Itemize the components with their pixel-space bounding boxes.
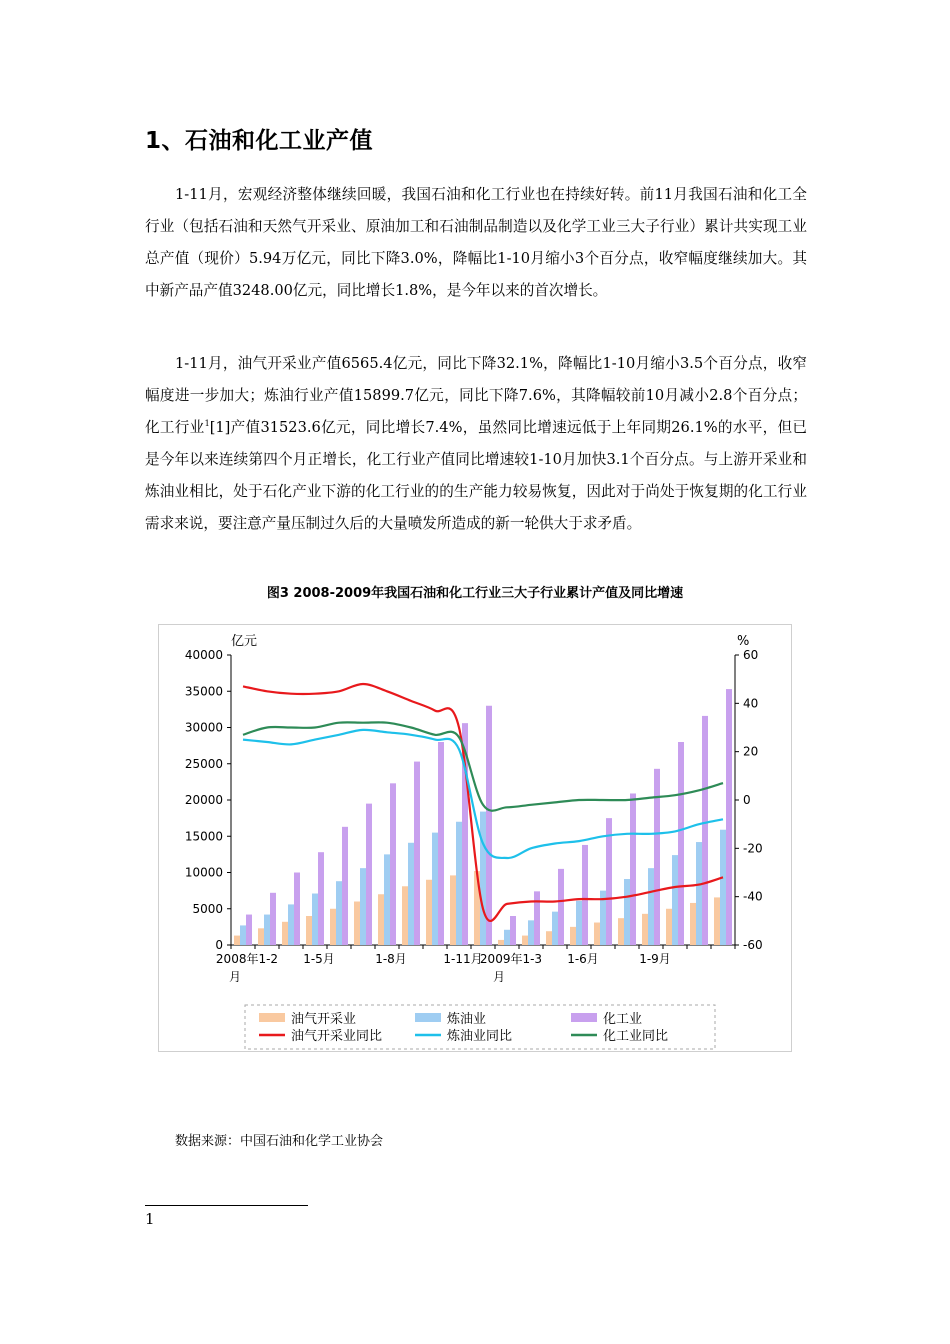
bar-1-9 — [456, 822, 462, 945]
bar-2-1 — [270, 893, 276, 945]
chart-frame — [158, 624, 792, 1052]
bar-0-20 — [714, 897, 720, 945]
bar-0-7 — [402, 886, 408, 945]
paragraph-subsectors — [145, 348, 807, 540]
bar-1-10 — [480, 812, 486, 945]
bar-2-8 — [438, 742, 444, 945]
bar-2-17 — [654, 769, 660, 945]
paragraph-overview: 1-11月，宏观经济整体继续回暖，我国石油和化工行业也在持续好转。前11月我国石油和化工全行业（包括石油和天然气开采业、原油加工和石油制品制造以及化学工业三大子行业）累计共实现工业总产值（现价）5.94万亿元，同比下降3.0%，降幅比1-10月缩小3个百分点，收窄幅度继续加大。其中新产品产值3248.00亿元，同比增长1.8%，是今年以来的首次增长。 — [145, 186, 807, 299]
legend-label-line-0: 油气开采业同比 — [291, 1029, 383, 1044]
bar-1-3 — [312, 894, 318, 945]
y2-tick-label: 0 — [743, 793, 751, 807]
bar-0-11 — [498, 940, 504, 945]
bar-2-13 — [558, 869, 564, 945]
x-tick-label: 1-11月 — [443, 952, 483, 966]
bar-1-2 — [288, 904, 294, 945]
legend-label-line-1: 炼油业同比 — [447, 1029, 513, 1044]
bar-1-7 — [408, 843, 414, 945]
bar-1-4 — [336, 881, 342, 945]
data-source-note: 数据来源：中国石油和化学工业协会 — [175, 1134, 384, 1149]
footnote-divider — [145, 1205, 308, 1206]
y-tick-label: 30000 — [184, 720, 223, 735]
legend-swatch-bar-2 — [571, 1013, 597, 1022]
legend-label-line-2: 化工业同比 — [603, 1029, 669, 1044]
bar-0-15 — [594, 923, 600, 945]
bar-0-18 — [666, 909, 672, 945]
x-tick-label: 1-5月 — [303, 952, 335, 966]
bar-2-12 — [534, 891, 540, 945]
line-series-2 — [243, 722, 723, 810]
x-tick-label: 1-6月 — [567, 952, 599, 966]
figure-caption: 图3 2008-2009年我国石油和化工行业三大子行业累计产值及同比增速 — [266, 586, 684, 601]
footnote-reference[interactable]: 1 — [204, 419, 210, 429]
footnote-number: 1 — [145, 1210, 155, 1228]
bar-2-0 — [246, 915, 252, 945]
bar-1-12 — [528, 920, 534, 945]
legend-label-bar-1: 炼油业 — [447, 1012, 487, 1027]
bar-1-0 — [240, 925, 246, 945]
bar-0-4 — [330, 909, 336, 945]
paragraph-subsectors-part-a: 1-11月，油气开采业产值6565.4亿元，同比下降32.1%，降幅比1-10月缩小3.5个百分点，收窄幅度进一步加大；炼油行业产值15899.7亿元，同比下降7.6%，其降幅较前10月减小2.8个百分点；化工行业 — [145, 355, 807, 436]
bar-0-9 — [450, 875, 456, 945]
y2-tick-label: 60 — [743, 648, 759, 662]
bar-0-3 — [306, 916, 312, 945]
x-tick-label: 2009年1-3 — [479, 952, 543, 966]
y2-tick-label: -40 — [743, 889, 763, 904]
y-tick-label: 0 — [215, 938, 223, 952]
bar-2-15 — [606, 818, 612, 945]
legend-label-bar-2: 化工业 — [603, 1012, 643, 1027]
bar-0-17 — [642, 914, 648, 945]
bar-2-16 — [630, 793, 636, 945]
y2-tick-label: 20 — [743, 744, 759, 759]
bar-2-18 — [678, 742, 684, 945]
legend-swatch-bar-0 — [259, 1013, 285, 1022]
y-tick-label: 40000 — [184, 648, 223, 662]
x-tick-label: 2008年1-2 — [215, 952, 279, 966]
bar-0-12 — [522, 936, 528, 945]
bar-0-8 — [426, 880, 432, 945]
bar-2-5 — [366, 804, 372, 945]
combo-chart — [159, 625, 791, 1051]
x-tick-label: 月 — [229, 970, 242, 984]
bar-1-5 — [360, 868, 366, 945]
legend-label-bar-0: 油气开采业 — [291, 1012, 357, 1027]
bar-2-14 — [582, 845, 588, 945]
y-tick-label: 35000 — [184, 684, 223, 699]
bar-2-3 — [318, 852, 324, 945]
bar-1-11 — [504, 930, 510, 945]
y-tick-label: 15000 — [184, 829, 223, 844]
y-tick-label: 5000 — [192, 901, 223, 916]
bar-1-13 — [552, 912, 558, 945]
x-tick-label: 1-9月 — [639, 952, 671, 966]
bar-2-20 — [726, 689, 732, 945]
bar-1-8 — [432, 833, 438, 945]
bar-0-0 — [234, 936, 240, 945]
bar-2-10 — [486, 706, 492, 945]
bar-1-16 — [624, 879, 630, 945]
chart-legend — [245, 1005, 715, 1049]
bar-1-14 — [576, 901, 582, 945]
bar-0-16 — [618, 918, 624, 945]
bar-2-19 — [702, 716, 708, 945]
bar-0-5 — [354, 902, 360, 946]
bar-1-19 — [696, 842, 702, 945]
y-tick-label: 10000 — [184, 865, 223, 880]
bar-0-2 — [282, 922, 288, 945]
bar-0-6 — [378, 894, 384, 945]
y-axis-unit-label: 亿元 — [231, 634, 258, 649]
bar-1-1 — [264, 915, 270, 945]
bar-1-6 — [384, 854, 390, 945]
bar-0-13 — [546, 931, 552, 945]
y2-axis-unit-label: % — [737, 634, 750, 649]
bar-0-19 — [690, 903, 696, 945]
bar-1-17 — [648, 868, 654, 945]
y2-tick-label: 40 — [743, 696, 759, 711]
bar-2-6 — [390, 783, 396, 945]
paragraph-subsectors-part-b: [1]产值31523.6亿元，同比增长7.4%，虽然同比增速远低于上年同期26.1%的水平，但已是今年以来连续第四个月正增长，化工行业产值同比增速较1-10月加快3.1个百分点。与上游开采业和炼油业相比，处于石化产业下游的化工行业的的生产能力较易恢复，因此对于尚处于恢复期的化工行业需求来说，要注意产量压制过久后的大量喷发所造成的新一轮供大于求矛盾。 — [145, 419, 807, 532]
y-tick-label: 20000 — [184, 793, 223, 807]
bar-1-18 — [672, 855, 678, 945]
x-tick-label: 月 — [493, 970, 506, 984]
legend-swatch-bar-1 — [415, 1013, 441, 1022]
x-tick-label: 1-8月 — [375, 952, 407, 966]
bar-1-20 — [720, 830, 726, 945]
bar-2-2 — [294, 873, 300, 946]
y-tick-label: 25000 — [184, 756, 223, 771]
section-heading: 1、石油和化工业产值 — [145, 128, 374, 154]
bar-2-11 — [510, 916, 516, 945]
bar-2-7 — [414, 762, 420, 945]
y2-tick-label: -60 — [743, 938, 763, 952]
bar-2-4 — [342, 827, 348, 945]
bar-0-1 — [258, 928, 264, 945]
y2-tick-label: -20 — [743, 841, 763, 856]
bar-0-14 — [570, 927, 576, 945]
